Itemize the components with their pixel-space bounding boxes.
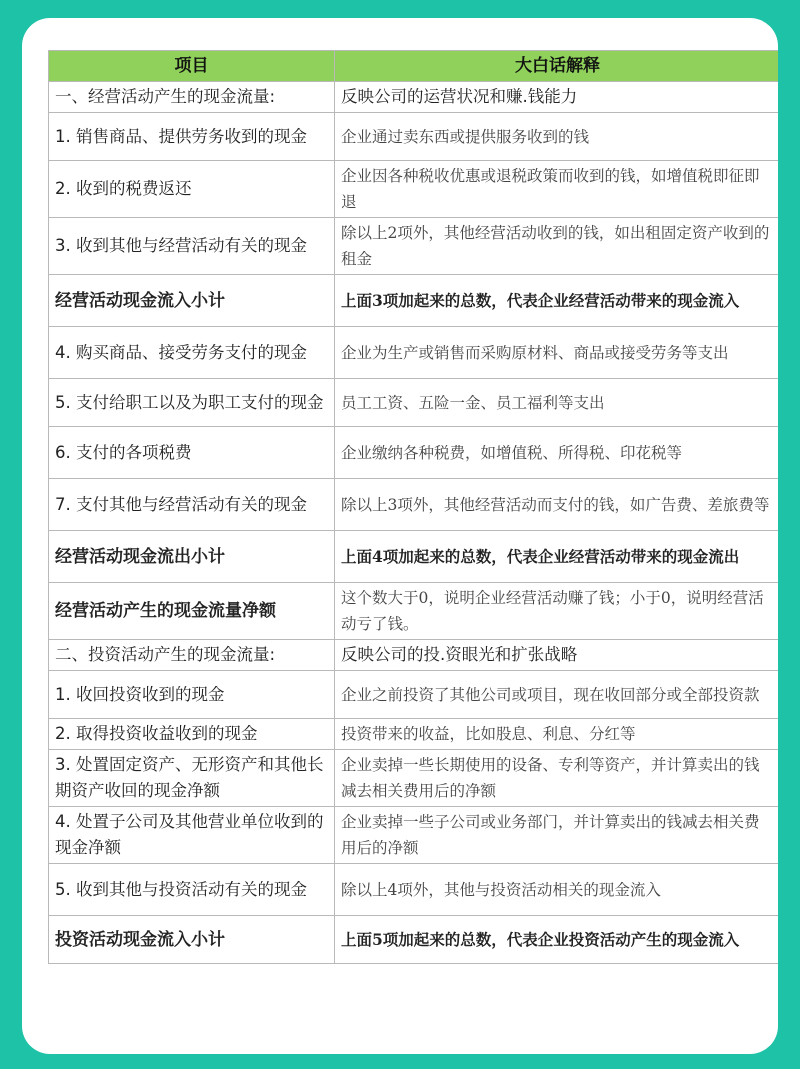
- explanation-cell: 上面5项加起来的总数，代表企业投资活动产生的现金流入: [335, 916, 779, 964]
- column-header-explanation: 大白话解释: [335, 51, 779, 82]
- explanation-cell: 员工工资、五险一金、员工福利等支出: [335, 379, 779, 427]
- table-row: [49, 807, 779, 864]
- explanation-cell: 上面4项加起来的总数，代表企业经营活动带来的现金流出: [335, 531, 779, 583]
- subtotal-row: [49, 916, 779, 964]
- item-cell: 5. 收到其他与投资活动有关的现金: [49, 864, 335, 916]
- item-cell: 3. 处置固定资产、无形资产和其他长期资产收回的现金净额: [49, 750, 335, 807]
- explanation-cell: 除以上2项外，其他经营活动收到的钱，如出租固定资产收到的租金: [335, 218, 779, 275]
- item-cell: 经营活动现金流入小计: [49, 275, 335, 327]
- item-cell: 2. 取得投资收益收到的现金: [49, 719, 335, 750]
- table-body: [49, 82, 779, 964]
- explanation-cell: 企业缴纳各种税费，如增值税、所得税、印花税等: [335, 427, 779, 479]
- subtotal-row: [49, 275, 779, 327]
- explanation-cell: 反映公司的投.资眼光和扩张战略: [335, 640, 779, 671]
- subtotal-row: [49, 531, 779, 583]
- table-row: [49, 427, 779, 479]
- explanation-cell: 投资带来的收益，比如股息、利息、分红等: [335, 719, 779, 750]
- item-cell: 4. 购买商品、接受劳务支付的现金: [49, 327, 335, 379]
- table-row: [49, 864, 779, 916]
- table-row: [49, 161, 779, 218]
- explanation-cell: 企业之前投资了其他公司或项目，现在收回部分或全部投资款: [335, 671, 779, 719]
- table-row: [49, 750, 779, 807]
- table-row: [49, 479, 779, 531]
- explanation-cell: 企业卖掉一些长期使用的设备、专利等资产，并计算卖出的钱减去相关费用后的净额: [335, 750, 779, 807]
- explanation-cell: 除以上4项外，其他与投资活动相关的现金流入: [335, 864, 779, 916]
- column-header-item: 项目: [49, 51, 335, 82]
- explanation-cell: 这个数大于0，说明企业经营活动赚了钱；小于0，说明经营活动亏了钱。: [335, 583, 779, 640]
- explanation-cell: 企业通过卖东西或提供服务收到的钱: [335, 113, 779, 161]
- item-cell: 3. 收到其他与经营活动有关的现金: [49, 218, 335, 275]
- section-row: [49, 82, 779, 113]
- item-cell: 投资活动现金流入小计: [49, 916, 335, 964]
- cash-flow-table: [48, 50, 778, 964]
- explanation-cell: 企业卖掉一些子公司或业务部门，并计算卖出的钱减去相关费用后的净额: [335, 807, 779, 864]
- table-row: [49, 327, 779, 379]
- subtotal-row: [49, 583, 779, 640]
- item-cell: 二、投资活动产生的现金流量:: [49, 640, 335, 671]
- item-cell: 经营活动现金流出小计: [49, 531, 335, 583]
- table-row: [49, 379, 779, 427]
- explanation-cell: 企业因各种税收优惠或退税政策而收到的钱，如增值税即征即退: [335, 161, 779, 218]
- table-row: [49, 218, 779, 275]
- item-cell: 一、经营活动产生的现金流量:: [49, 82, 335, 113]
- item-cell: 5. 支付给职工以及为职工支付的现金: [49, 379, 335, 427]
- explanation-cell: 除以上3项外，其他经营活动而支付的钱，如广告费、差旅费等: [335, 479, 779, 531]
- item-cell: 7. 支付其他与经营活动有关的现金: [49, 479, 335, 531]
- item-cell: 4. 处置子公司及其他营业单位收到的现金净额: [49, 807, 335, 864]
- explanation-cell: 上面3项加起来的总数，代表企业经营活动带来的现金流入: [335, 275, 779, 327]
- item-cell: 6. 支付的各项税费: [49, 427, 335, 479]
- section-row: [49, 640, 779, 671]
- item-cell: 经营活动产生的现金流量净额: [49, 583, 335, 640]
- table-row: [49, 113, 779, 161]
- content-card: [22, 18, 778, 1054]
- item-cell: 1. 销售商品、提供劳务收到的现金: [49, 113, 335, 161]
- item-cell: 1. 收回投资收到的现金: [49, 671, 335, 719]
- explanation-cell: 反映公司的运营状况和赚.钱能力: [335, 82, 779, 113]
- table-row: [49, 671, 779, 719]
- table-header-row: [49, 51, 779, 82]
- explanation-cell: 企业为生产或销售而采购原材料、商品或接受劳务等支出: [335, 327, 779, 379]
- table-row: [49, 719, 779, 750]
- item-cell: 2. 收到的税费返还: [49, 161, 335, 218]
